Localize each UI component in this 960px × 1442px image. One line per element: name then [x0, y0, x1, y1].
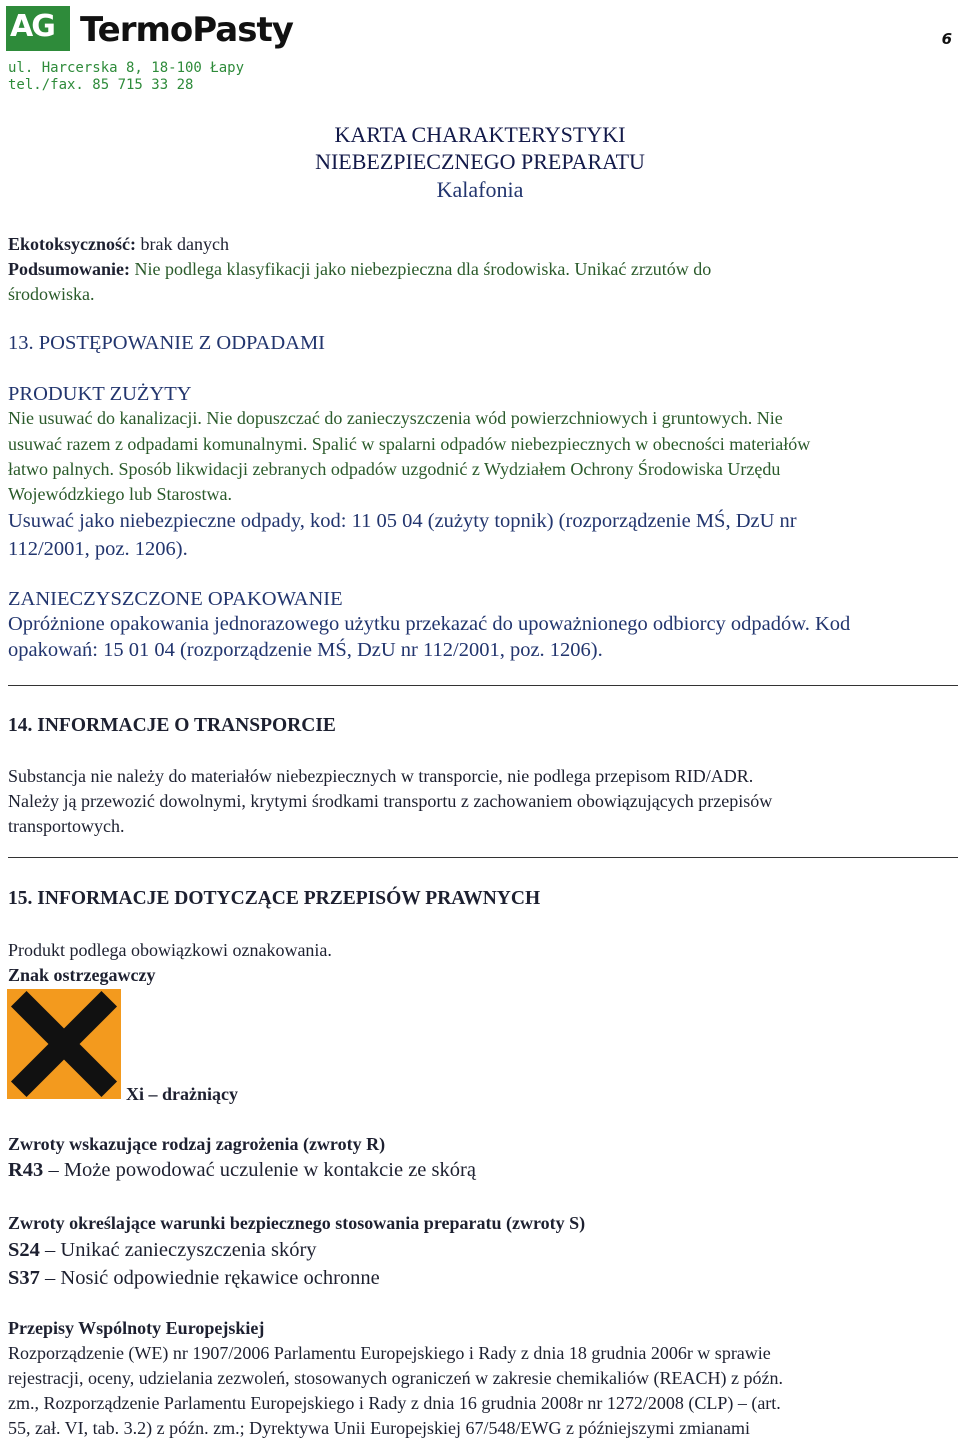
packaging-line: opakowań: 15 01 04 (rozporządzenie MŚ, DzU nr 112/2001, poz. 1206). — [8, 639, 603, 661]
s37-line — [8, 1264, 380, 1292]
divider — [8, 857, 958, 858]
transport-line: Należy ją przewozić dowolnymi, krytymi środkami transportu z zachowaniem obowiązujących przepisów — [8, 791, 773, 811]
r-phrases-heading: Zwroty wskazujące rodzaj zagrożenia (zwroty R) — [8, 1134, 386, 1154]
transport-line: transportowych. — [8, 816, 125, 836]
s24-text: – Unikać zanieczyszczenia skóry — [39, 1239, 317, 1261]
page-number: 6 — [941, 30, 952, 48]
hazard-code: Xi — [126, 1084, 144, 1104]
s24-code: S24 — [8, 1239, 40, 1261]
waste-paragraph-line: Nie usuwać do kanalizacji. Nie dopuszczać do zanieczyszczenia wód powierzchniowych i gruntowych. Nie — [8, 408, 783, 428]
used-product-heading: PRODUKT ZUŻYTY — [8, 383, 192, 405]
s-phrases-heading: Zwroty określające warunki bezpiecznego stosowania preparatu (zwroty S) — [8, 1213, 586, 1233]
waste-paragraph-line: Wojewódzkiego lub Starostwa. — [8, 484, 233, 504]
section-13-heading: 13. POSTĘPOWANIE Z ODPADAMI — [8, 332, 326, 354]
waste-paragraph-line: usuwać razem z odpadami komunalnymi. Spalić w spalarni odpadów niebezpiecznych w obecności materiałów — [8, 434, 811, 454]
eu-regulations-line: Rozporządzenie (WE) nr 1907/2006 Parlamentu Europejskiego i Rady z dnia 18 grudnia 2006r w sprawie — [8, 1343, 771, 1363]
waste-code-line: 112/2001, poz. 1206). — [8, 538, 188, 560]
hazard-class — [126, 1082, 238, 1107]
s37-code: S37 — [8, 1267, 40, 1289]
section-15-heading: 15. INFORMACJE DOTYCZĄCE PRZEPISÓW PRAWNYCH — [8, 888, 541, 909]
r43-line — [8, 1156, 476, 1184]
section-14-heading: 14. INFORMACJE O TRANSPORCIE — [8, 715, 336, 736]
summary-text: Nie podlega klasyfikacji jako niebezpieczna dla środowiska. Unikać zrzutów do — [130, 259, 712, 279]
r43-text: – Może powodować uczulenie w kontakcie ze skórą — [43, 1159, 476, 1181]
packaging-line: Opróżnione opakowania jednorazowego użytku przekazać do upoważnionego odbiorcy odpadów. Kod — [8, 613, 851, 635]
company-logo — [6, 6, 70, 51]
summary-label: Podsumowanie: — [8, 259, 131, 279]
document-title-line1: KARTA CHARAKTERYSTYKI — [334, 122, 626, 147]
ecotox-label: Ekotoksyczność: — [8, 234, 137, 254]
logo-text: AG — [10, 9, 54, 44]
s37-text: – Nosić odpowiednie rękawice ochronne — [39, 1267, 380, 1289]
waste-code-line: Usuwać jako niebezpieczne odpady, kod: 11 05 04 (zużyty topnik) (rozporządzenie MŚ, DzU nr — [8, 510, 797, 532]
eu-regulations-heading: Przepisy Wspólnoty Europejskiej — [8, 1318, 265, 1338]
document-title-line2: NIEBEZPIECZNEGO PREPARATU — [315, 149, 645, 174]
waste-paragraph-line: łatwo palnych. Sposób likwidacji zebranych odpadów uzgodnić z Wydziałem Ochrony Środowiska Urzędu — [8, 459, 781, 479]
product-name: Kalafonia — [436, 177, 524, 202]
transport-line: Substancja nie należy do materiałów niebezpiecznych w transporcie, nie podlega przepisom RID/ADR. — [8, 766, 754, 786]
ecotox-line — [8, 232, 229, 257]
eu-regulations-line: 55, zał. VI, tab. 3.2) z późn. zm.; Dyrektywa Unii Europejskiej 67/548/EWG z późniejszymi zmianami — [8, 1418, 750, 1438]
divider — [8, 685, 958, 686]
xi-irritant-cross-icon — [7, 989, 121, 1099]
r43-code: R43 — [8, 1159, 44, 1181]
hazard-desc: – drażniący — [144, 1084, 238, 1104]
packaging-heading: ZANIECZYSZCZONE OPAKOWANIE — [8, 588, 343, 610]
phone-line: tel./fax. 85 715 33 28 — [8, 77, 194, 93]
summary-text-cont: środowiska. — [8, 284, 95, 304]
warning-sign-label: Znak ostrzegawczy — [8, 965, 156, 985]
s24-line — [8, 1236, 317, 1264]
ecotox-value: brak danych — [136, 234, 229, 254]
address-line: ul. Harcerska 8, 18-100 Łapy — [8, 60, 245, 76]
brand-name: TermoPasty — [80, 10, 293, 50]
labelling-statement: Produkt podlega obowiązkowi oznakowania. — [8, 940, 332, 960]
eu-regulations-line: rejestracji, oceny, udzielania zezwoleń, stosowanych ograniczeń w zakresie chemikaliów (REACH) z późn. — [8, 1368, 784, 1388]
eu-regulations-line: zm., Rozporządzenie Parlamentu Europejskiego i Rady z dnia 16 grudnia 2008r nr 1272/2008 (CLP) – (art. — [8, 1393, 781, 1413]
summary-line — [8, 257, 711, 282]
